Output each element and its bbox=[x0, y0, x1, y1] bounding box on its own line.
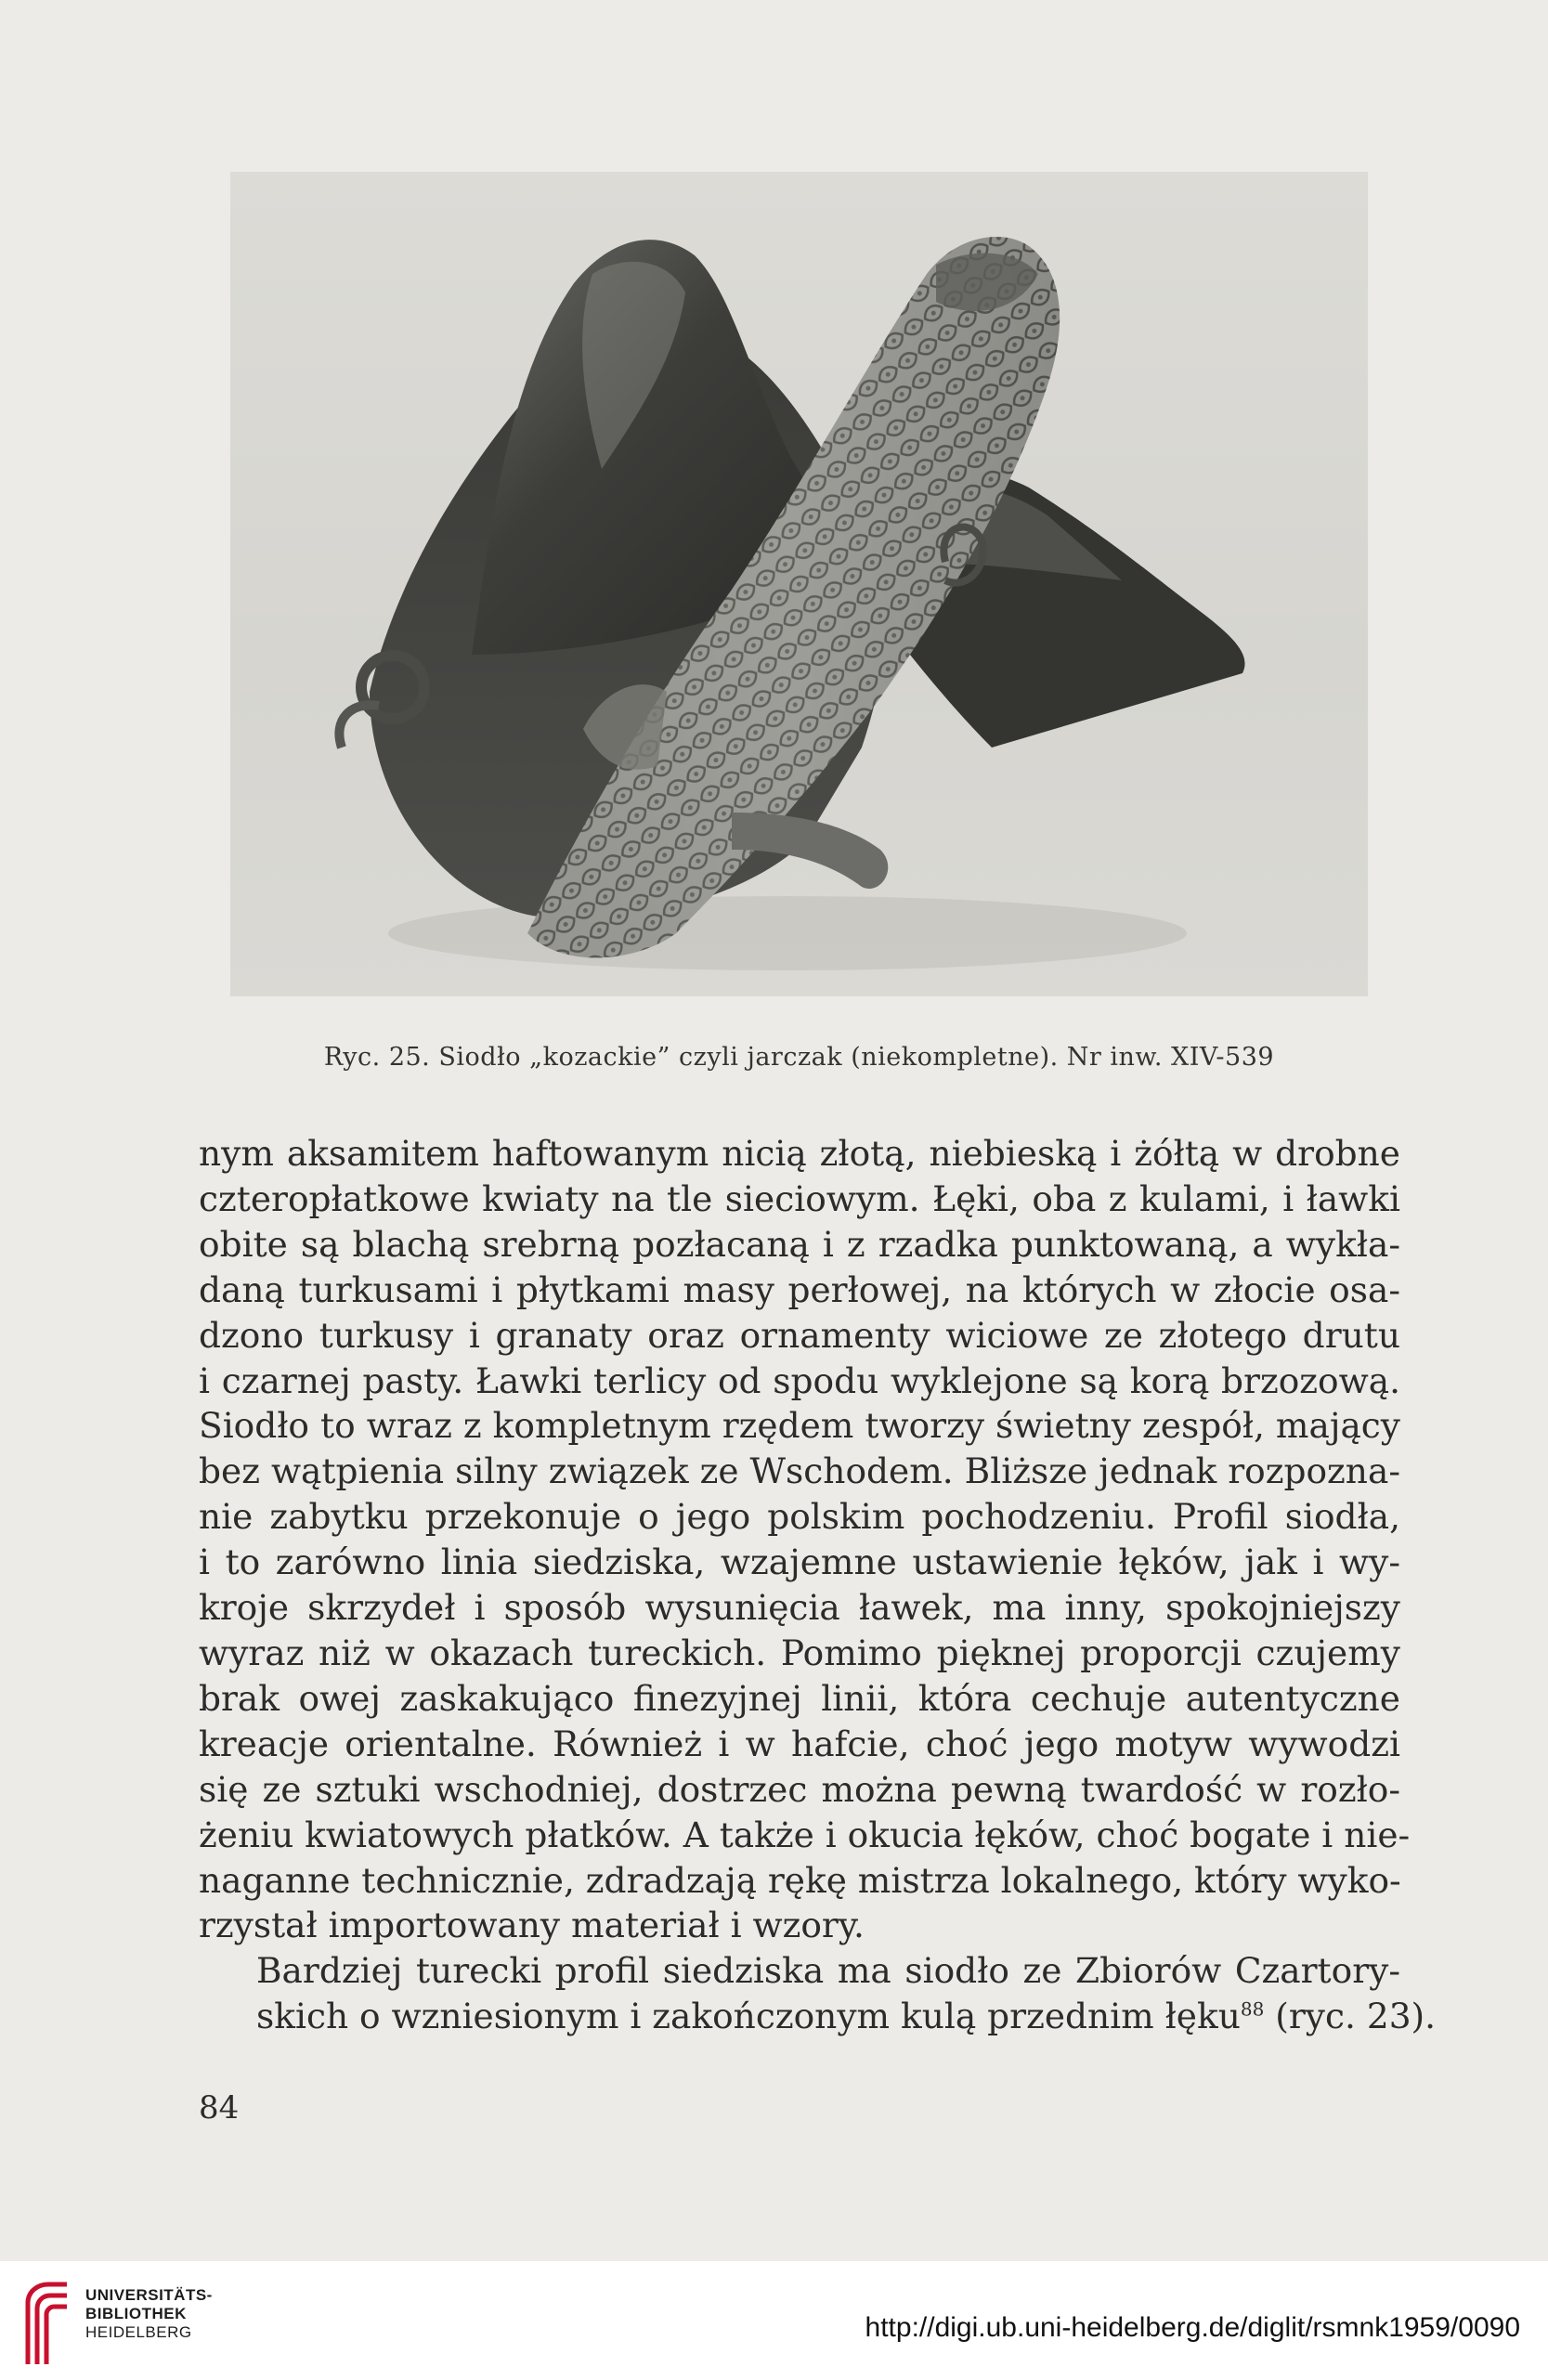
text-line: się ze sztuki wschodniej, dostrzec można pewną twardość w rozło- bbox=[199, 1768, 1400, 1810]
text-line: żeniu kwiatowych płatków. A także i okucia łęków, choć bogate i nie- bbox=[199, 1814, 1411, 1855]
text-line: czteropłatkowe kwiaty na tle sieciowym. Łęki, oba z kulami, i ławki bbox=[199, 1177, 1400, 1219]
text-line: i to zarówno linia siedziska, wzajemne ustawienie łęków, jak i wy- bbox=[199, 1541, 1400, 1583]
body-text bbox=[199, 1131, 1437, 2039]
text-line: Bardziej turecki profil siedziska ma siodło ze Zbiorów Czartory- bbox=[256, 1950, 1400, 1992]
library-name-line: BIBLIOTHEK bbox=[85, 2305, 187, 2322]
text-line: Siodło to wraz z kompletnym rzędem tworzy świetny zespół, mający bbox=[199, 1405, 1400, 1447]
paragraph-1 bbox=[199, 1131, 1411, 1948]
text-line: nym aksamitem haftowanym nicią złotą, niebieską i żółtą w drobne bbox=[199, 1133, 1400, 1174]
text-line: naganne technicznie, zdradzają rękę mistrza lokalnego, który wyko- bbox=[199, 1859, 1401, 1901]
text-line: obite są blachą srebrną pozłacaną i z rzadka punktowaną, a wykła- bbox=[199, 1223, 1400, 1265]
text-segment: skich o wzniesionym i zakończonym kulą przednim łęku bbox=[256, 1996, 1241, 2037]
text-line: kroje skrzydeł i sposób wysunięcia ławek, ma inny, spokojniejszy bbox=[199, 1587, 1400, 1629]
library-name-line: UNIVERSITÄTS- bbox=[85, 2286, 213, 2304]
saddle-photograph bbox=[230, 172, 1368, 996]
university-library-logo-icon bbox=[20, 2275, 72, 2372]
library-name-line: HEIDELBERG bbox=[85, 2323, 192, 2341]
text-line: i czarnej pasty. Ławki terlicy od spodu wyklejone są korą brzozową. bbox=[199, 1359, 1400, 1401]
text-line: daną turkusami i płytkami masy perłowej, na których w złocie osa- bbox=[199, 1268, 1400, 1310]
text-line bbox=[199, 1994, 1437, 2039]
paragraph-2 bbox=[199, 1948, 1437, 2039]
source-url-link[interactable]: http://digi.ub.uni-heidelberg.de/diglit/rsmnk1959/0090 bbox=[865, 2312, 1520, 2343]
text-line: rzystał importowany materiał i wzory. bbox=[199, 1905, 865, 1946]
text-line: brak owej zaskakująco finezyjnej linii, która cechuje autentyczne bbox=[199, 1677, 1400, 1719]
figure-caption: Ryc. 25. Siodło „kozackie” czyli jarczak (niekompletne). Nr inw. XIV-539 bbox=[323, 1043, 1275, 1072]
text-line: bez wątpienia silny związek ze Wschodem. Bliższe jednak rozpozna- bbox=[199, 1450, 1400, 1492]
text-line: kreacje orientalne. Również i w hafcie, choć jego motyw wywodzi bbox=[199, 1723, 1400, 1764]
text-line: wyraz niż w okazach tureckich. Pomimo pięknej proporcji czujemy bbox=[199, 1632, 1400, 1673]
text-segment: (ryc. 23). bbox=[1264, 1996, 1437, 2037]
text-line: dzono turkusy i granaty oraz ornamenty wiciowe ze złotego drutu bbox=[199, 1314, 1400, 1356]
saddle-photo-image bbox=[230, 172, 1368, 996]
page-number: 84 bbox=[199, 2089, 240, 2126]
footnote-marker: 88 bbox=[1240, 1997, 1265, 2021]
text-line: nie zabytku przekonuje o jego polskim pochodzeniu. Profil siodła, bbox=[199, 1496, 1400, 1538]
library-name bbox=[85, 2286, 213, 2342]
